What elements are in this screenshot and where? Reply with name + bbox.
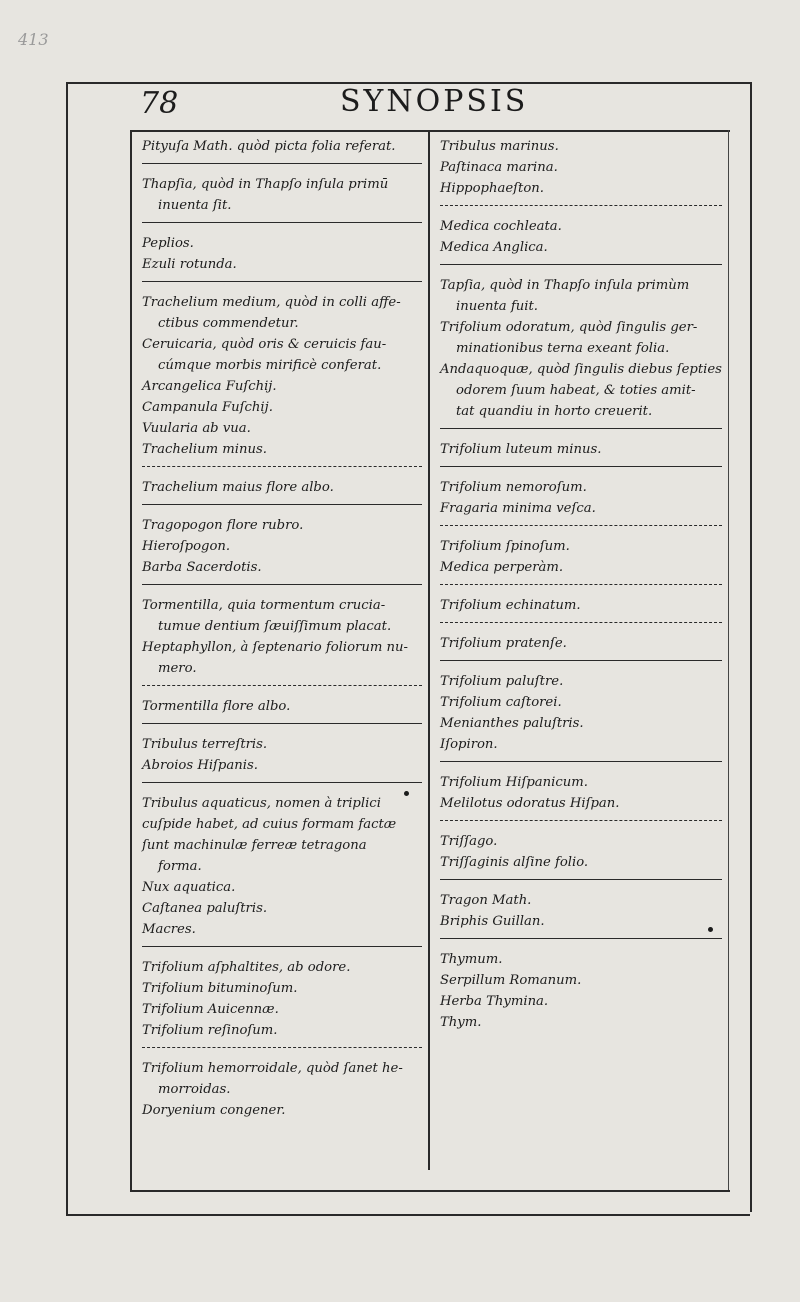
- entry-line: Trifolium nemoroſum.: [440, 480, 587, 495]
- section-rule: [440, 879, 722, 880]
- entry-line: Iſopiron.: [440, 737, 498, 752]
- entry-line: Tribulus marinus.: [440, 139, 559, 154]
- entry-line: Trifolium reſinoſum.: [142, 1023, 278, 1038]
- entry-line: Serpillum Romanum.: [440, 973, 582, 988]
- ink-dot: [708, 927, 713, 932]
- section-rule: [440, 622, 722, 623]
- entry-line: Campanula Fuſchij.: [142, 400, 273, 415]
- entry-line: Tapſia, quòd in Thapſo inſula primùm: [440, 278, 690, 293]
- entry-group: [440, 595, 722, 616]
- entry-line: Trachelium maius flore albo.: [142, 480, 334, 495]
- section-rule: [440, 466, 722, 467]
- entry-group: [142, 696, 422, 717]
- section-rule: [142, 504, 422, 505]
- entry-group: [440, 831, 722, 873]
- section-rule: [142, 281, 422, 282]
- page-number: 78: [140, 86, 179, 121]
- entry-line: Trifolium Auicennæ.: [142, 1002, 279, 1017]
- section-rule: [142, 222, 422, 223]
- entry-line: Trifolium hemorroidale, quòd ſanet he-: [142, 1061, 403, 1076]
- entry-line: Trifolium odoratum, quòd ſingulis ger-: [440, 320, 698, 335]
- entry-line: Triſſaginis alſine folio.: [440, 855, 589, 870]
- entry-line: morroidas.: [158, 1082, 231, 1097]
- entry-group: [142, 515, 422, 578]
- entry-line: Medica cochleata.: [440, 219, 562, 234]
- entry-line: Herba Thymina.: [440, 994, 549, 1009]
- entry-line: Tormentilla flore albo.: [142, 699, 291, 714]
- entry-line: ctibus commendetur.: [158, 316, 299, 331]
- entry-line: Ezuli rotunda.: [142, 257, 237, 272]
- entry-group: [142, 477, 422, 498]
- section-rule: [142, 163, 422, 164]
- entry-line: tat quandiu in horto creuerit.: [456, 404, 653, 419]
- column-divider: [428, 130, 430, 1170]
- entry-group: [142, 136, 422, 157]
- entry-group: [440, 477, 722, 519]
- entry-group: [142, 1058, 422, 1121]
- entry-group: [440, 633, 722, 654]
- entry-line: Tragon Math.: [440, 893, 532, 908]
- entry-line: Trifolium bituminoſum.: [142, 981, 298, 996]
- section-rule: [440, 264, 722, 265]
- section-rule: [440, 584, 722, 585]
- section-rule: [440, 205, 722, 206]
- entry-line: Briphis Guillan.: [440, 914, 545, 929]
- entry-line: Heptaphyllon, à ſeptenario foliorum nu-: [142, 640, 408, 655]
- section-rule: [440, 525, 722, 526]
- entry-group: [142, 233, 422, 275]
- entry-line: Trifolium Hiſpanicum.: [440, 775, 588, 790]
- entry-line: Medica Anglica.: [440, 240, 548, 255]
- section-rule: [142, 782, 422, 783]
- entry-line: Andaquoquæ, quòd ſingulis diebus ſepties: [440, 362, 722, 377]
- entry-line: Thym.: [440, 1015, 482, 1030]
- entry-group: [142, 957, 422, 1041]
- outer-frame-right: [750, 82, 752, 1212]
- entry-line: Nux aquatica.: [142, 880, 236, 895]
- section-rule: [142, 723, 422, 724]
- entry-line: Trachelium minus.: [142, 442, 267, 457]
- entry-line: forma.: [158, 859, 202, 874]
- entry-line: cuſpide habet, ad cuius formam factæ: [142, 817, 397, 832]
- entry-line: Trifolium echinatum.: [440, 598, 581, 613]
- entry-line: Thymum.: [440, 952, 503, 967]
- entry-line: tumue dentium ſæuiſſimum placat.: [158, 619, 392, 634]
- entry-line: Triſſago.: [440, 834, 498, 849]
- entry-line: Trifolium aſphaltites, ab odore.: [142, 960, 351, 975]
- section-rule: [142, 1047, 422, 1048]
- entry-line: Ceruicaria, quòd oris & ceruicis fau-: [142, 337, 387, 352]
- entry-line: Abroios Hiſpanis.: [142, 758, 258, 773]
- section-rule: [142, 946, 422, 947]
- entry-line: inuenta fuit.: [456, 299, 538, 314]
- entry-line: Caſtanea paluſtris.: [142, 901, 268, 916]
- section-rule: [440, 660, 722, 661]
- entry-group: [440, 772, 722, 814]
- entry-line: Peplios.: [142, 236, 194, 251]
- entry-line: Pityuſa Math. quòd picta folia referat.: [142, 139, 396, 154]
- entry-line: mero.: [158, 661, 197, 676]
- entry-line: Medica perperàm.: [440, 560, 564, 575]
- entry-group: [440, 890, 722, 932]
- section-rule: [440, 820, 722, 821]
- entry-group: [440, 216, 722, 258]
- entry-group: [142, 595, 422, 679]
- entry-line: minationibus terna exeant folia.: [456, 341, 670, 356]
- left-column: [142, 136, 422, 1121]
- entry-line: Barba Sacerdotis.: [142, 560, 262, 575]
- entry-line: Trifolium caſtorei.: [440, 695, 562, 710]
- section-rule: [142, 685, 422, 686]
- entry-group: [440, 275, 722, 422]
- entry-line: odorem ſuum habeat, & toties amit-: [456, 383, 696, 398]
- entry-group: [440, 136, 722, 199]
- entry-line: Vuularia ab vua.: [142, 421, 251, 436]
- entry-line: Thapſia, quòd in Thapſo inſula primū: [142, 177, 389, 192]
- entry-line: Tribulus aquaticus, nomen à triplici: [142, 796, 381, 811]
- entry-line: Melilotus odoratus Hiſpan.: [440, 796, 620, 811]
- entry-line: inuenta ſit.: [158, 198, 232, 213]
- section-rule: [440, 761, 722, 762]
- entry-line: Arcangelica Fuſchij.: [142, 379, 277, 394]
- section-rule: [440, 428, 722, 429]
- entry-line: cúmque morbis mirificè conferat.: [158, 358, 382, 373]
- entry-group: [440, 536, 722, 578]
- page-title: SYNOPSIS: [340, 84, 529, 119]
- section-rule: [440, 938, 722, 939]
- entry-group: [142, 292, 422, 460]
- entry-line: Trifolium ſpinoſum.: [440, 539, 570, 554]
- entry-line: Menianthes paluſtris.: [440, 716, 584, 731]
- entry-group: [142, 793, 422, 940]
- entry-group: [440, 439, 722, 460]
- entry-line: Hieroſpogon.: [142, 539, 231, 554]
- entry-line: Tribulus terreſtris.: [142, 737, 268, 752]
- entry-line: Doryenium congener.: [142, 1103, 286, 1118]
- entry-group: [142, 174, 422, 216]
- entry-group: [440, 949, 722, 1033]
- entry-line: Trifolium pratenſe.: [440, 636, 567, 651]
- entry-line: ſunt machinulæ ferreæ tetragona: [142, 838, 367, 853]
- entry-line: Macres.: [142, 922, 196, 937]
- entry-line: Fragaria minima veſca.: [440, 501, 596, 516]
- entry-line: Tormentilla, quia tormentum crucia-: [142, 598, 386, 613]
- entry-line: Trachelium medium, quòd in colli affe-: [142, 295, 401, 310]
- entry-line: Tragopogon flore rubro.: [142, 518, 304, 533]
- section-rule: [142, 466, 422, 467]
- section-rule: [142, 584, 422, 585]
- right-column: [440, 136, 722, 1033]
- pencil-note: 413: [18, 30, 49, 49]
- content-right-edge: [728, 130, 729, 1190]
- ink-dot: [404, 791, 409, 796]
- entry-line: Trifolium paluſtre.: [440, 674, 564, 689]
- entry-group: [142, 734, 422, 776]
- entry-line: Trifolium luteum minus.: [440, 442, 602, 457]
- entry-line: Paſtinaca marina.: [440, 160, 558, 175]
- entry-line: Hippophaeſton.: [440, 181, 544, 196]
- entry-group: [440, 671, 722, 755]
